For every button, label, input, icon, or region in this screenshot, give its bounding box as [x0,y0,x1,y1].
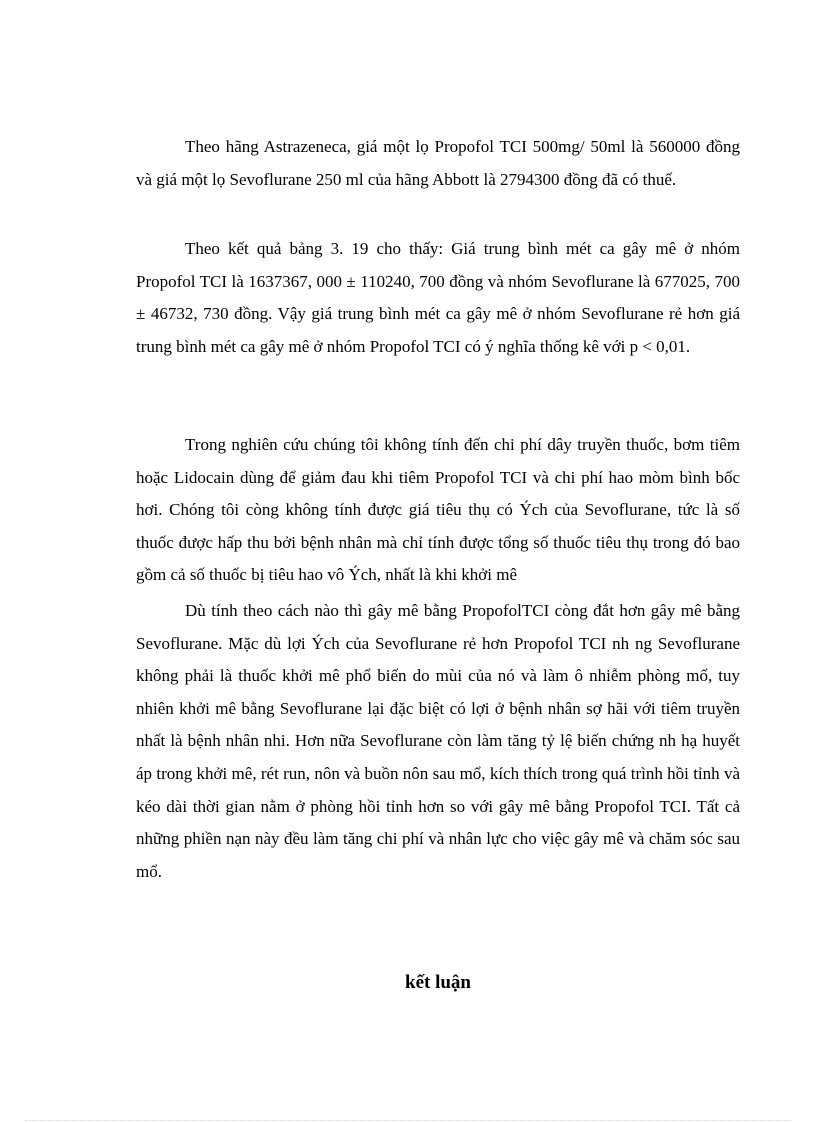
section-heading-conclusion: kết luận [405,972,471,993]
paragraph-price-comparison: Theo hãng Astrazeneca, giá một lọ Propofol TCI 500mg/ 50ml là 560000 đồng và giá một lọ Sevoflurane 250 ml của hãng Abbott là 2794300 đồng đã có thuế. [136,137,740,189]
paragraph-study-limitations: Trong nghiên cứu chúng tôi không tính đến chi phí dây truyền thuốc, bơm tiêm hoặc Lidocain dùng để giảm đau khi tiêm Propofol TCI và chi phí hao mòm bình bốc hơi. Chóng tôi còng không tính được giá tiêu thụ có Ých của Sevoflurane, tức là số thuốc được hấp thu bởi bệnh nhân mà chỉ tính được tổng số thuốc tiêu thụ trong đó bao gồm cả số thuốc bị tiêu hao vô Ých, nhất là khi khởi mê [136,435,740,585]
paragraph-table-results: Theo kết quả bảng 3. 19 cho thấy: Giá trung bình mét ca gây mê ở nhóm Propofol TCI là 1637367, 000 ± 110240, 700 đồng và nhóm Sevoflurane là 677025, 700 ± 46732, 730 đồng. Vậy giá trung bình mét ca gây mê ở nhóm Sevoflurane rẻ hơn giá trung bình mét ca gây mê ở nhóm Propofol TCI có ý nghĩa thống kê với p < 0,01. [136,239,740,356]
page-bottom-divider [25,1120,791,1121]
paragraph-discussion: Dù tính theo cách nào thì gây mê bằng PropofolTCI còng đắt hơn gây mê bằng Sevoflurane. Mặc dù lợi Ých của Sevoflurane rẻ hơn Propofol TCI nh ng Sevoflurane không phải là thuốc khởi mê phổ biến do mùi của nó và làm ô nhiễm phòng mổ, tuy nhiên khởi mê bằng Sevoflurane lại đặc biệt có lợi ở bệnh nhân sợ hãi với tiêm truyền nhất là bệnh nhân nhi. Hơn nữa Sevoflurane còn làm tăng tỷ lệ biến chứng nh hạ huyết áp trong khởi mê, rét run, nôn và buồn nôn sau mổ, kích thích trong quá trình hồi tỉnh và kéo dài thời gian nằm ở phòng hồi tỉnh hơn so với gây mê bằng Propofol TCI. Tất cả những phiền nạn này đều làm tăng chi phí và nhân lực cho việc gây mê và chăm sóc sau mổ. [136,601,740,881]
